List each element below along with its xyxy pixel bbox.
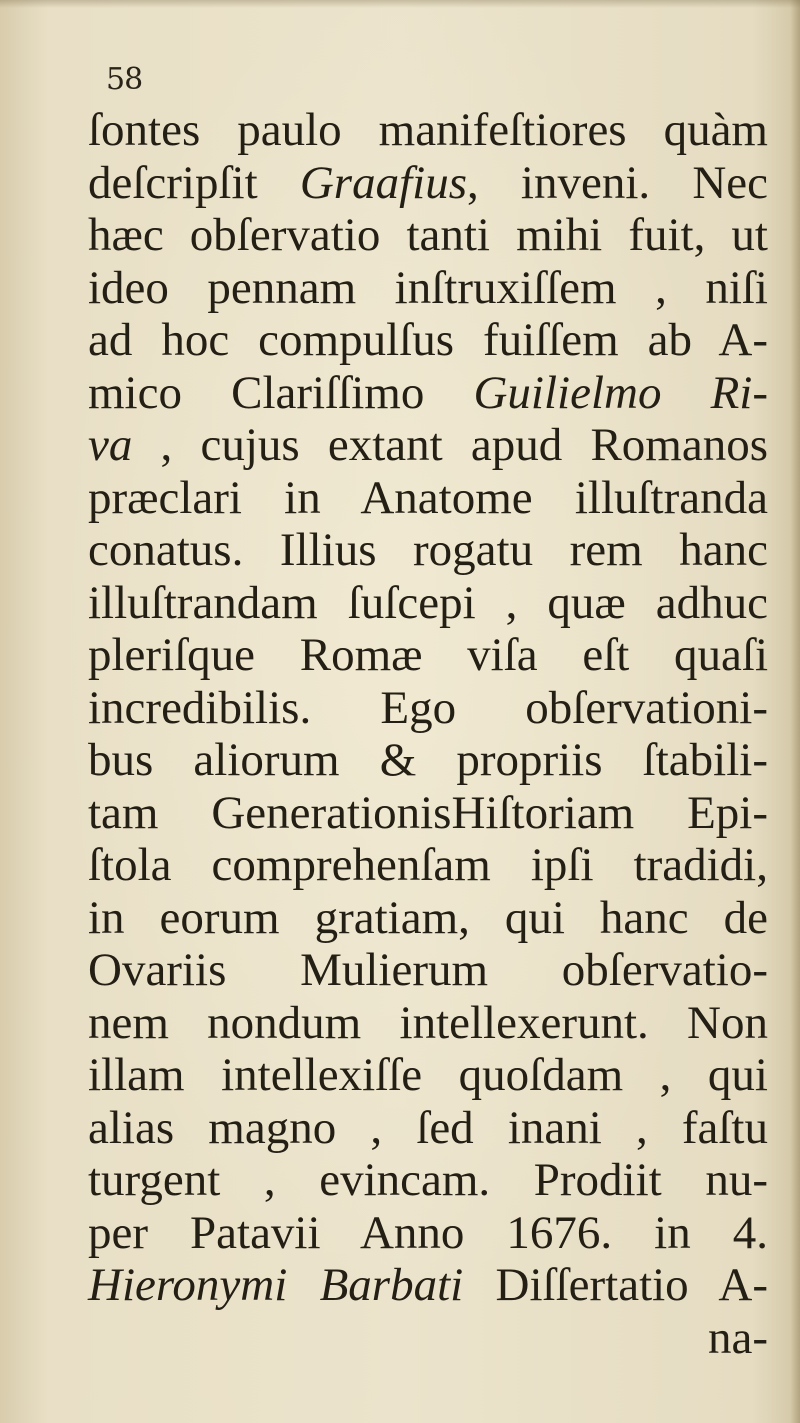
text-line — [88, 1154, 768, 1207]
text-line — [88, 524, 768, 577]
text-line — [88, 1102, 768, 1155]
text-line — [88, 104, 768, 157]
text-segment: Diſſertatio A- — [463, 1259, 768, 1311]
text-segment: ad hoc compulſus fuiſſem ab A- — [88, 314, 768, 366]
text-segment: nem nondum intellexerunt. Non — [88, 996, 768, 1049]
text-line — [88, 472, 768, 525]
text-segment: bus aliorum & propriis ſtabili- — [88, 734, 768, 786]
text-line — [88, 367, 768, 420]
text-line — [88, 1207, 768, 1260]
text-line — [88, 577, 768, 630]
text-line — [88, 209, 768, 262]
text-line — [88, 629, 768, 682]
text-segment: ſontes paulo manifeſtiores quàm — [88, 104, 768, 156]
page-top-shadow — [0, 0, 800, 8]
text-segment: conatus. Illius rogatu rem hanc — [88, 524, 768, 576]
page-number: 58 — [106, 62, 143, 97]
text-line — [88, 839, 768, 892]
text-line — [88, 314, 768, 367]
text-line — [88, 1049, 768, 1102]
text-segment: hæc obſervatio tanti mihi fuit, ut — [88, 209, 768, 261]
text-line — [88, 892, 768, 945]
italic-text-segment: Graafius — [299, 156, 467, 209]
text-line — [88, 419, 768, 472]
text-segment: turgent , evincam. Prodiit nu- — [88, 1154, 768, 1206]
text-line — [88, 944, 768, 997]
italic-text-segment: Guilielmo Ri- — [473, 366, 769, 419]
text-segment: ideo pennam inſtruxiſſem , niſi — [88, 261, 768, 314]
text-line — [88, 682, 768, 735]
text-segment: deſcripſit — [88, 156, 300, 209]
text-segment: alias magno , ſed inani , faſtu — [88, 1101, 768, 1154]
text-segment: na- — [707, 1311, 768, 1364]
text-segment: in eorum gratiam, qui hanc de — [88, 891, 768, 944]
text-line — [88, 734, 768, 787]
italic-text-segment: va — [88, 419, 133, 471]
text-line — [88, 1259, 768, 1312]
text-segment: per Patavii Anno 1676. in 4. — [88, 1206, 768, 1259]
body-text — [88, 104, 768, 1364]
text-line — [88, 262, 768, 315]
text-segment: illam intellexiſſe quoſdam , qui — [88, 1049, 768, 1101]
text-segment: , cujus extant apud Romanos — [132, 419, 768, 471]
italic-text-segment: Hieronymi Barbati — [88, 1259, 464, 1311]
text-line — [88, 997, 768, 1050]
text-line — [88, 157, 768, 210]
text-segment: incredibilis. Ego obſervationi- — [88, 681, 768, 734]
text-segment: illuſtrandam ſuſcepi , quæ adhuc — [88, 576, 768, 629]
text-segment: Ovariis Mulierum obſervatio- — [88, 944, 768, 996]
text-segment: præclari in Anatome illuſtranda — [88, 471, 768, 524]
text-segment: ſtola comprehenſam ipſi tradidi, — [88, 839, 768, 891]
text-segment: pleriſque Romæ viſa eſt quaſi — [88, 629, 768, 681]
text-line — [88, 1312, 768, 1365]
text-line — [88, 787, 768, 840]
text-segment: mico Clariſſimo — [88, 366, 474, 419]
text-segment: tam GenerationisHiſtoriam Epi- — [88, 786, 768, 839]
page-right-shadow — [790, 0, 800, 1423]
text-segment: , inveni. Nec — [467, 156, 769, 209]
